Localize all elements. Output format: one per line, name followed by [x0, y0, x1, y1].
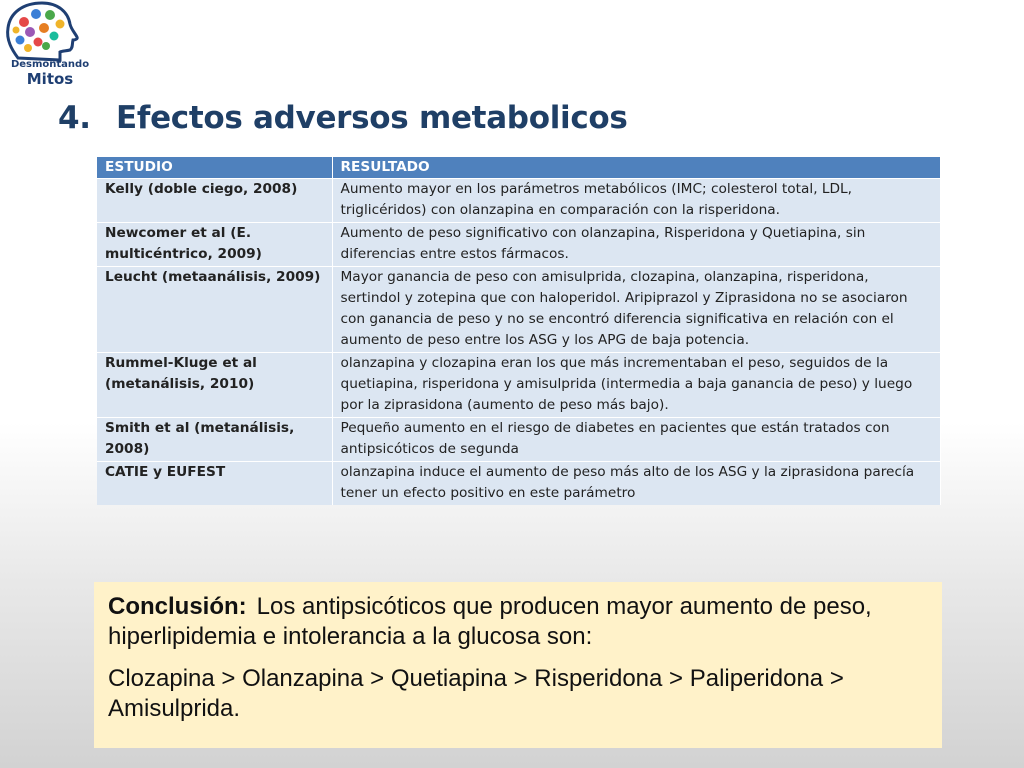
conclusion-label: Conclusión:	[108, 593, 247, 620]
study-cell: CATIE y EUFEST	[97, 462, 332, 506]
table-header-row	[97, 157, 940, 179]
conclusion-ranking: Clozapina > Olanzapina > Quetiapina > Risperidona > Paliperidona > Amisulprida.	[108, 665, 844, 722]
conclusion-box	[94, 582, 942, 748]
table-row	[97, 267, 940, 353]
result-cell: olanzapina y clozapina eran los que más incrementaban el peso, seguidos de la quetiapina, risperidona y amisulprida (intermedia a baja ganancia de peso) y luego por la ziprasidona (aumento de peso más bajo).	[332, 353, 940, 418]
study-cell: Kelly (doble ciego, 2008)	[97, 179, 332, 223]
brain-head-icon	[0, 0, 100, 62]
study-cell: Smith et al (metanálisis, 2008)	[97, 418, 332, 462]
result-cell: Aumento mayor en los parámetros metabólicos (IMC; colesterol total, LDL, triglicéridos) con olanzapina en comparación con la risperidona.	[332, 179, 940, 223]
result-cell: Pequeño aumento en el riesgo de diabetes en pacientes que están tratados con antipsicóticos de segunda	[332, 418, 940, 462]
column-header-resultado: RESULTADO	[332, 157, 940, 179]
conclusion-paragraph	[108, 592, 928, 652]
result-cell: Mayor ganancia de peso con amisulprida, clozapina, olanzapina, risperidona, sertindol y zotepina que con haloperidol. Aripiprazol y Ziprasidona no se asociaron con ganancia de peso y no se encontró diferencia significativa en relación con el aumento de peso entre los ASG y los APG de baja potencia.	[332, 267, 940, 353]
study-cell: Rummel-Kluge et al (metanálisis, 2010)	[97, 353, 332, 418]
study-cell: Newcomer et al (E. multicéntrico, 2009)	[97, 223, 332, 267]
conclusion-text: Los antipsicóticos que producen mayor aumento de peso, hiperlipidemia e intolerancia a la glucosa son:	[108, 593, 872, 650]
table-row	[97, 353, 940, 418]
logo	[0, 0, 100, 90]
table-row	[97, 179, 940, 223]
table-row	[97, 418, 940, 462]
slide-title-text: Efectos adversos metabolicos	[116, 100, 628, 136]
result-cell: olanzapina induce el aumento de peso más alto de los ASG y la ziprasidona parecía tener un efecto positivo en este parámetro	[332, 462, 940, 506]
slide-title	[58, 100, 628, 136]
column-header-estudio: ESTUDIO	[97, 157, 332, 179]
slide-number: 4.	[58, 100, 91, 136]
logo-line-2: Mitos	[26, 70, 74, 88]
table-row	[97, 223, 940, 267]
study-cell: Leucht (metaanálisis, 2009)	[97, 267, 332, 353]
result-cell: Aumento de peso significativo con olanzapina, Risperidona y Quetiapina, sin diferencias entre estos fármacos.	[332, 223, 940, 267]
studies-table	[97, 157, 941, 505]
table-row	[97, 462, 940, 506]
logo-line-1: Desmontando	[10, 59, 90, 70]
